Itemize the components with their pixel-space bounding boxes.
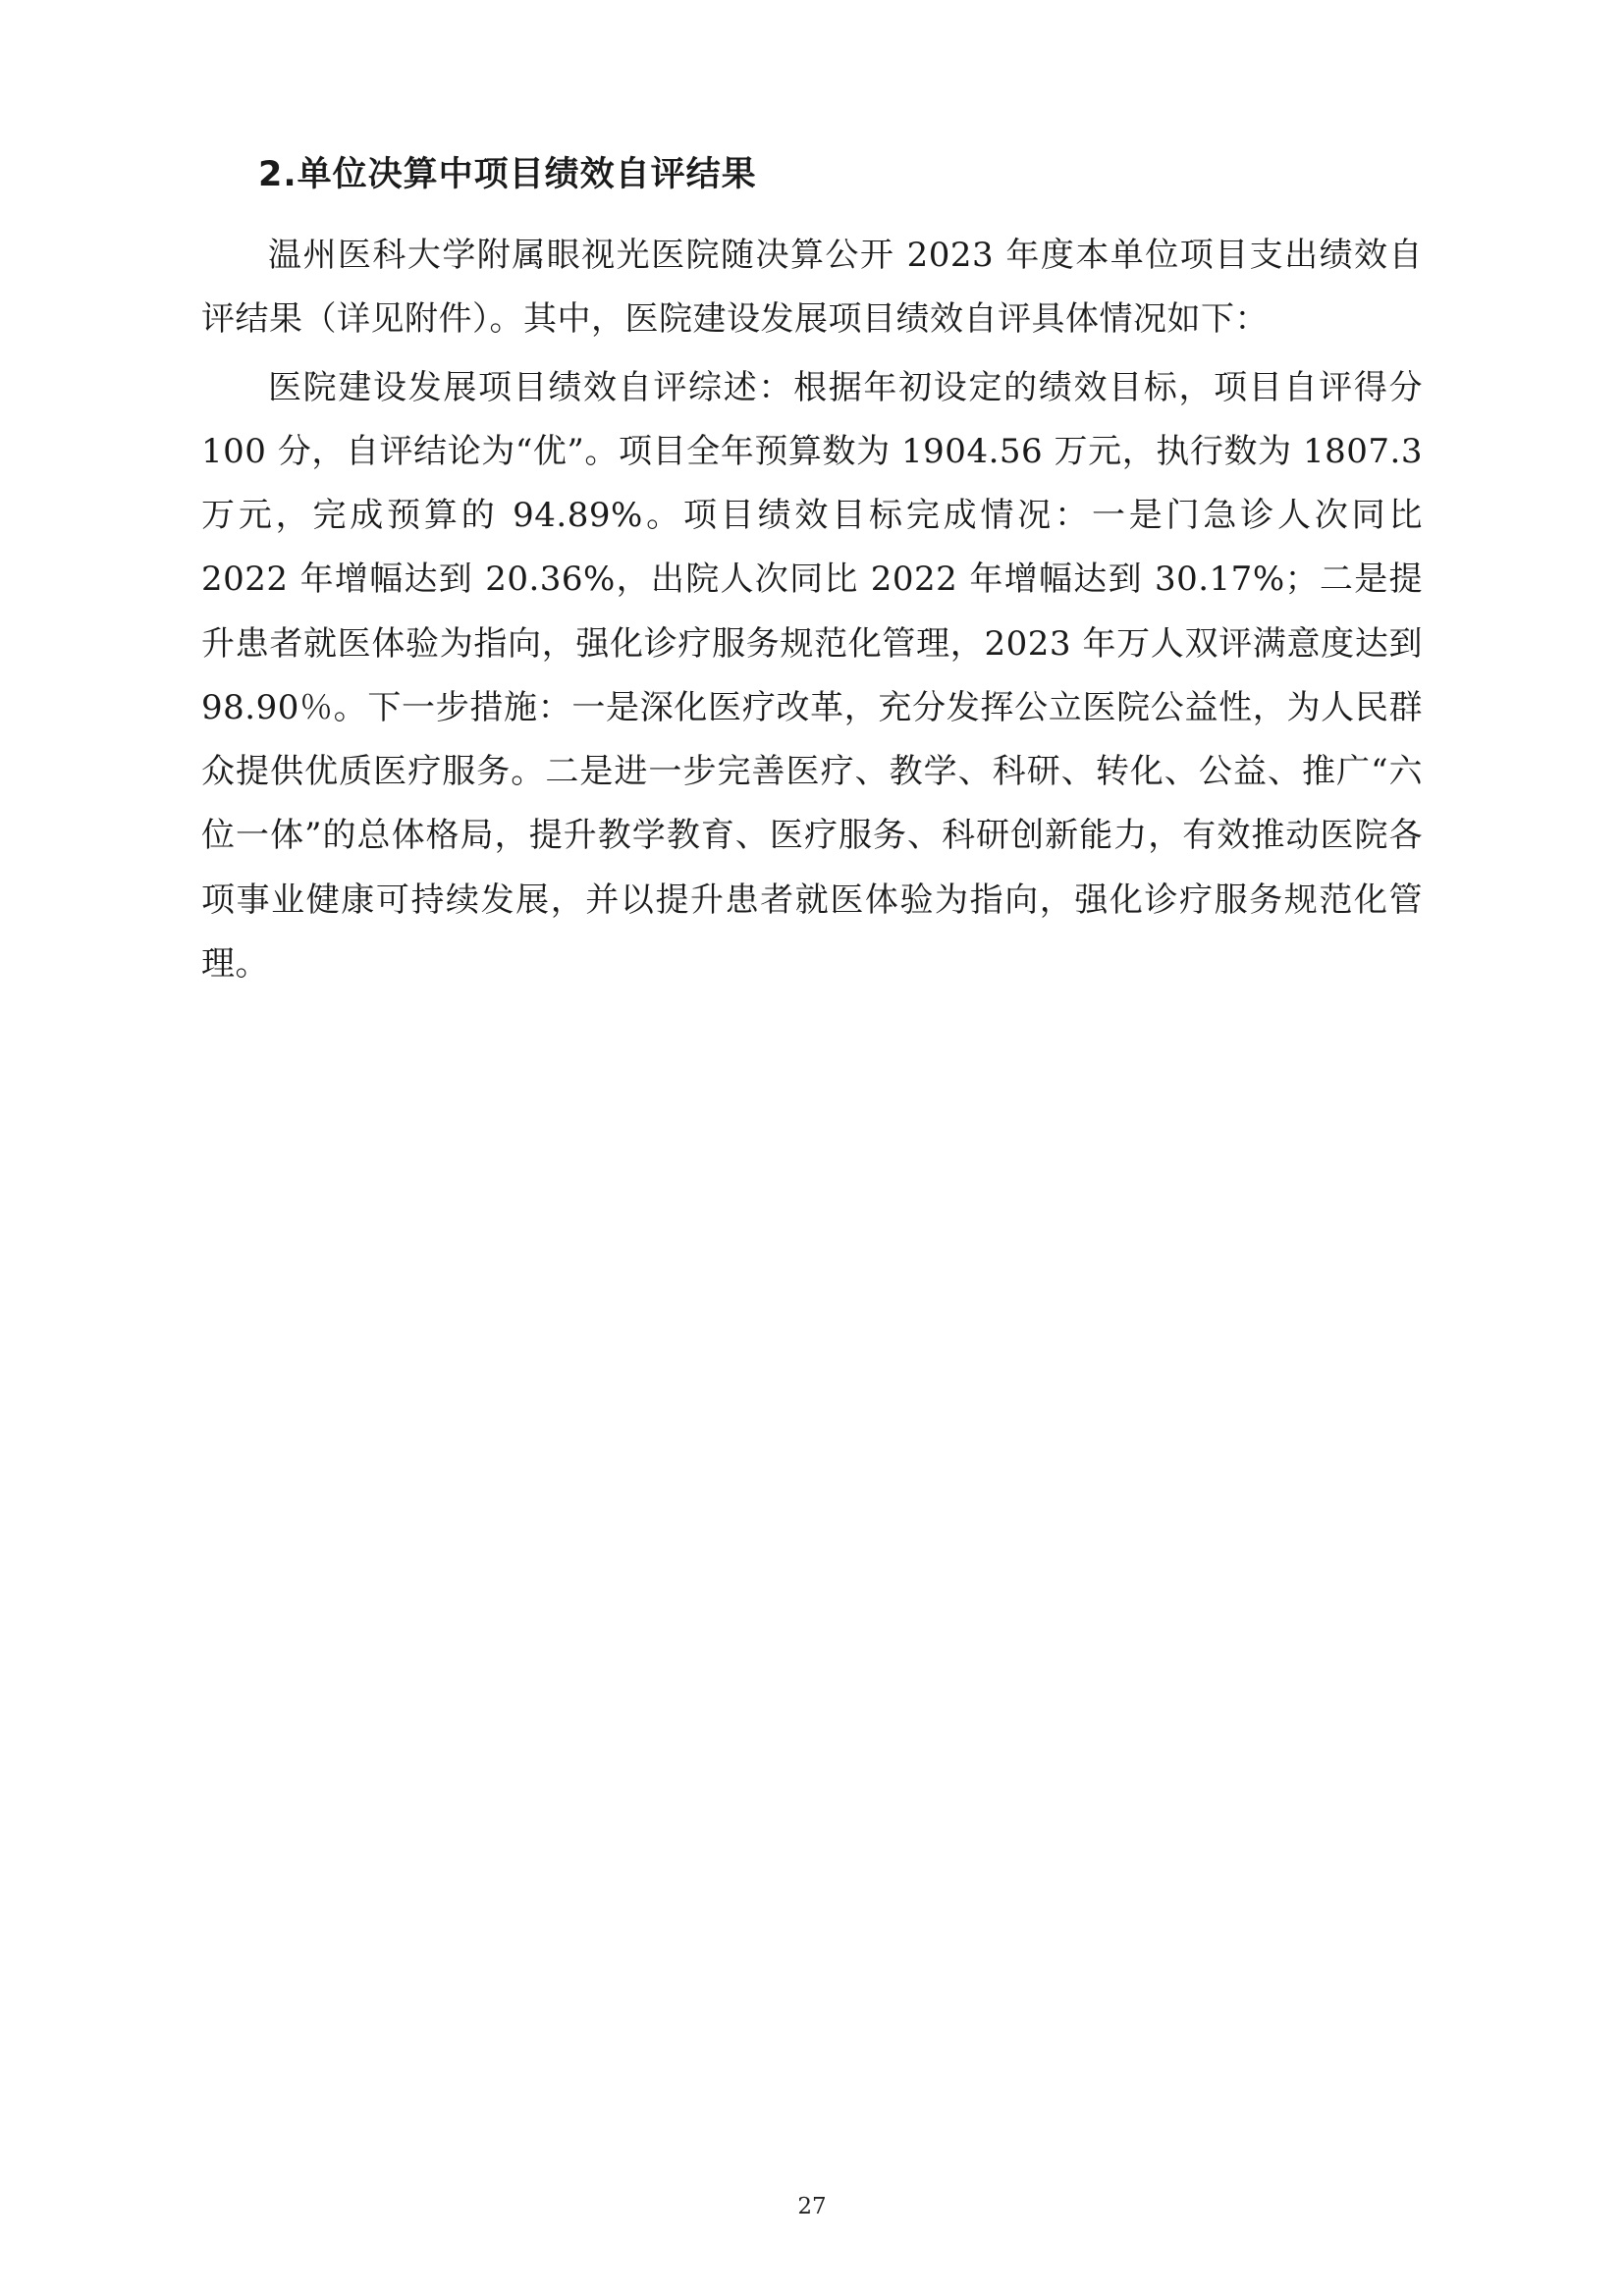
paragraph-disclosure-summary: 温州医科大学附属眼视光医院随决算公开 2023 年度本单位项目支出绩效自评结果（详见附件）。其中，医院建设发展项目绩效自评具体情况如下： [201,236,1423,340]
paragraph-performance-evaluation: 医院建设发展项目绩效自评综述：根据年初设定的绩效目标，项目自评得分 100 分，自评结论为“优”。项目全年预算数为 1904.56 万元，执行数为 1807.3 万元，完成预算的 94.89%。项目绩效目标完成情况：一是门急诊人次同比 2022 年增幅达到 20.36%，出院人次同比 2022 年增幅达到 30.17%；二是提升患者就医体验为指向，强化诊疗服务规范化管理，2023 年万人双评满意度达到 98.90％。下一步措施：一是深化医疗改革，充分发挥公立医院公益性，为人民群众提供优质医疗服务。二是进一步完善医疗、教学、科研、转化、公益、推广“六位一体”的总体格局，提升教学教育、医疗服务、科研创新能力，有效推动医院各项事业健康可持续发展，并以提升患者就医体验为指向，强化诊疗服务规范化管理。 [201,367,1423,984]
page-number: 27 [797,2194,827,2219]
section-heading: 2.单位决算中项目绩效自评结果 [258,155,757,194]
